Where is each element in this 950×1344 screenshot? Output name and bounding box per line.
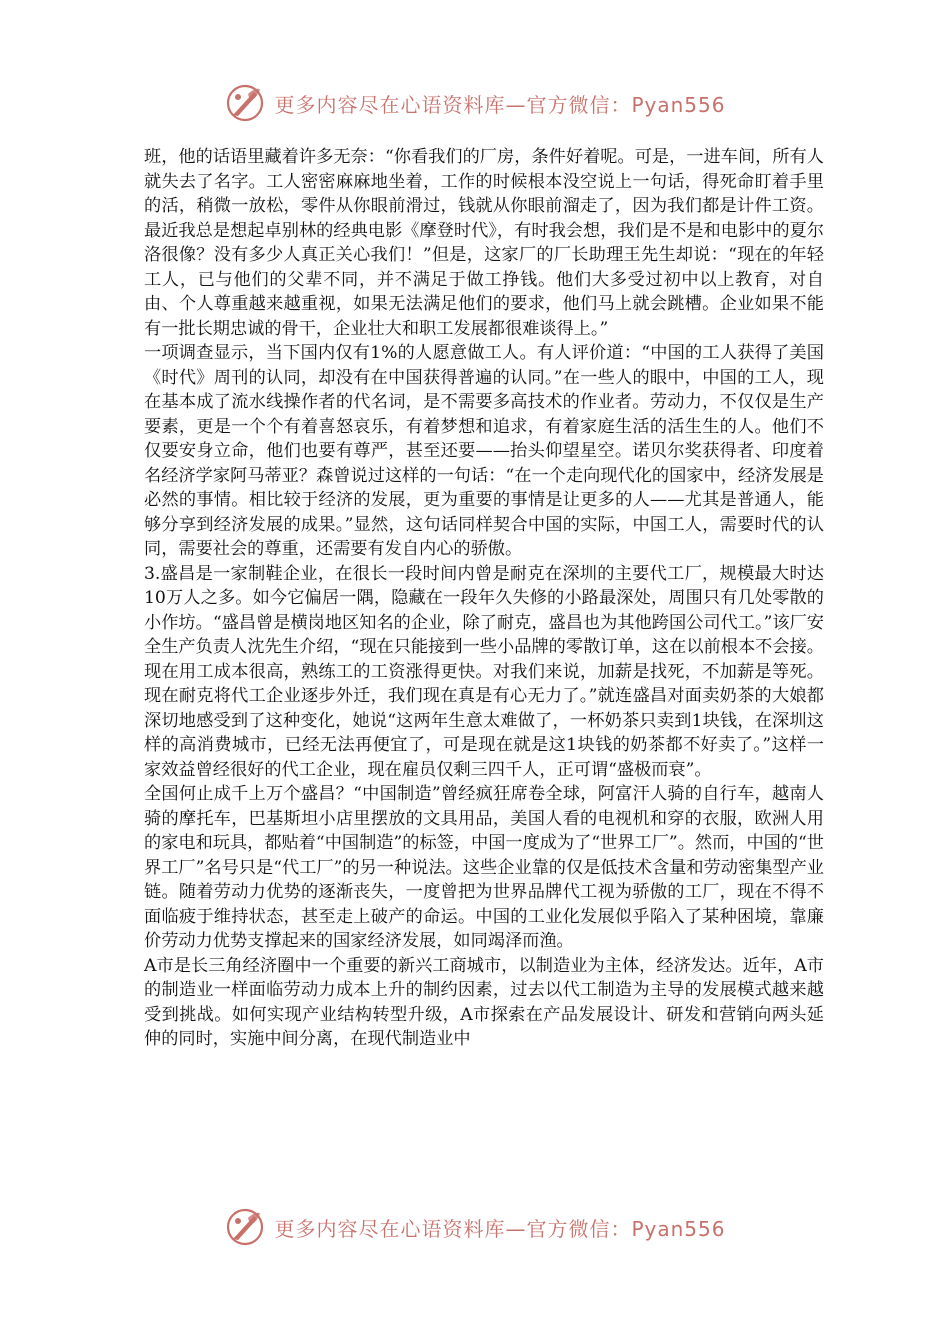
footer-watermark-banner	[0, 1206, 950, 1248]
paragraph-3: 3.盛昌是一家制鞋企业，在很长一段时间内曾是耐克在深圳的主要代工厂，规模最大时达10万人之多。如今它偏居一隅，隐藏在一段年久失修的小路最深处，周围只有几处零散的小作坊。“盛昌曾是横岗地区知名的企业，除了耐克，盛昌也为其他跨国公司代工。”该厂安全生产负责人沈先生介绍，“现在只能接到一些小品牌的零散订单，这在以前根本不会接。现在用工成本很高，熟练工的工资涨得更快。对我们来说，加薪是找死，不加薪是等死。现在耐克将代工企业逐步外迁，我们现在真是有心无力了。”就连盛昌对面卖奶茶的大娘都深切地感受到了这种变化，她说“这两年生意太难做了，一杯奶茶只卖到1块钱，在深圳这样的高消费城市，已经无法再便宜了，可是现在就是这1块钱的奶茶都不好卖了。”这样一家效益曾经很好的代工企业，现在雇员仅剩三四千人，正可谓“盛极而衰”。	[144, 563, 824, 780]
header-watermark-banner	[0, 82, 950, 124]
paragraph-2: 一项调查显示，当下国内仅有1%的人愿意做工人。有人评价道：“中国的工人获得了美国《时代》周刊的认同，却没有在中国获得普遍的认同。”在一些人的眼中，中国的工人，现在基本成了流水线操作者的代名词，是不需要多高技术的作业者。劳动力，不仅仅是生产要素，更是一个个有着喜怒哀乐，有着梦想和追求，有着家庭生活的活生生的人。他们不仅要安身立命，他们也要有尊严，甚至还要——抬头仰望星空。诺贝尔奖获得者、印度着名经济学家阿马蒂亚？森曾说过这样的一句话：“在一个走向现代化的国家中，经济发展是必然的事情。相比较于经济的发展，更为重要的事情是让更多的人——尤其是普通人，能够分享到经济发展的成果。”显然，这句话同样契合中国的实际，中国工人，需要时代的认同，需要社会的尊重，还需要有发自内心的骄傲。	[144, 343, 824, 559]
paragraph-5: A市是长三角经济圈中一个重要的新兴工商城市，以制造业为主体，经济发达。近年，A市的制造业一样面临劳动力成本上升的制约因素，过去以代工制造为主导的发展模式越来越受到挑战。如何实现产业结构转型升级，A市探索在产品发展设计、研发和营销向两头延伸的同时，实施中间分离，在现代制造业中	[144, 955, 824, 1049]
footer-banner-text: 更多内容尽在心语资料库—官方微信：Pyan556	[274, 1216, 726, 1241]
header-banner-text: 更多内容尽在心语资料库—官方微信：Pyan556	[274, 92, 726, 117]
paragraph-1: 班，他的话语里藏着许多无奈：“你看我们的厂房，条件好着呢。可是，一进车间，所有人就失去了名字。工人密密麻麻地坐着，工作的时候根本没空说上一句话，得死命盯着手里的活，稍微一放松，零件从你眼前滑过，钱就从你眼前溜走了，因为我们都是计件工资。最近我总是想起卓别林的经典电影《摩登时代》，有时我会想，我们是不是和电影中的夏尔洛很像？没有多少人真正关心我们！”但是，这家厂的厂长助理王先生却说：“现在的年轻工人，已与他们的父辈不同，并不满足于做工挣钱。他们大多受过初中以上教育，对自由、个人尊重越来越重视，如果无法满足他们的要求，他们马上就会跳槽。企业如果不能有一批长期忠诚的骨干，企业壮大和职工发展都很难谈得上。”	[144, 147, 824, 339]
quill-logo-icon	[224, 82, 266, 124]
quill-logo-icon	[224, 1206, 266, 1248]
document-body	[144, 145, 824, 1052]
paragraph-4: 全国何止成千上万个盛昌？“中国制造”曾经疯狂席卷全球，阿富汗人骑的自行车，越南人骑的摩托车，巴基斯坦小店里摆放的文具用品，美国人看的电视机和穿的衣服，欧洲人用的家电和玩具，都贴着“中国制造”的标签，中国一度成为了“世界工厂”。然而，中国的“世界工厂”名号只是“代工厂”的另一种说法。这些企业靠的仅是低技术含量和劳动密集型产业链。随着劳动力优势的逐渐丧失，一度曾把为世界品牌代工视为骄傲的工厂，现在不得不面临疲于维持状态，甚至走上破产的命运。中国的工业化发展似乎陷入了某种困境，靠廉价劳动力优势支撑起来的国家经济发展，如同竭泽而渔。	[144, 784, 824, 951]
